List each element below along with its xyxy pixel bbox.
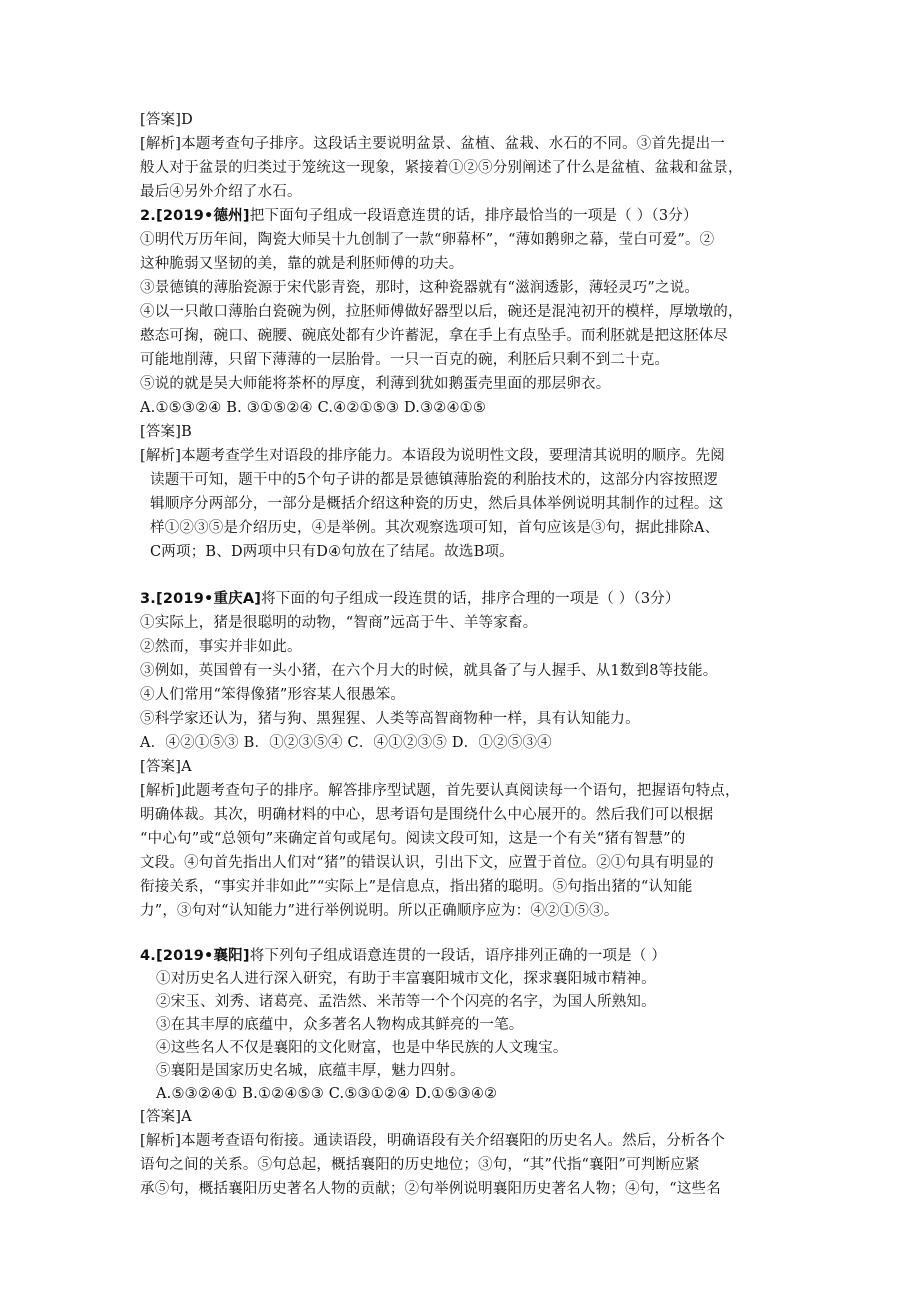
q1-analysis-line: 最后④另外介绍了水石。 — [140, 184, 302, 200]
q4-sentence-line: ⑤襄阳是国家历史名城，底蕴丰厚，魅力四射。 — [156, 1063, 465, 1079]
q4-options: A.⑤③②④① B.①②④⑤③ C.⑤③①②④ D.①⑤③④② — [156, 1086, 498, 1102]
q2-sentence-line: ①明代万历年间，陶瓷大师吴十九创制了一款“卵幕杯”，“薄如鹅卵之幕，莹白可爱”。② — [140, 232, 715, 248]
q3-sentence-line: ④人们常用“笨得像猪”形容某人很愚笨。 — [140, 687, 406, 703]
q4-sentence-line: ④这些名人不仅是襄阳的文化财富，也是中华民族的人文瑰宝。 — [156, 1040, 568, 1056]
q2-analysis-line: 读题干可知，题干中的5个句子讲的都是景德镇薄胎瓷的利胎技术的，这部分内容按照逻 — [150, 472, 719, 488]
q3-sentence-line: ⑤科学家还认为，猪与狗、黑猩猩、人类等高智商物种一样，具有认知能力。 — [140, 711, 640, 727]
q4-sentence-line: ②宋玉、刘秀、诸葛亮、孟浩然、米芾等一个个闪亮的名字，为国人所熟知。 — [156, 994, 656, 1010]
q3-analysis-line: “中心句”或“总领句”来确定首句或尾句。阅读文段可知，这是一个有关“猪有智慧”的 — [140, 831, 686, 847]
q4-analysis-line: 语句之间的关系。⑤句总起，概括襄阳的历史地位；③句，“其”代指“襄阳”可判断应紧 — [140, 1157, 700, 1173]
q2-sentence-line: 这种脆弱又坚韧的美，靠的就是利胚师傅的功夫。 — [140, 256, 464, 272]
q4-sentence-line: ③在其丰厚的底蕴中，众多著名人物构成其鲜亮的一笔。 — [156, 1017, 524, 1033]
q2-analysis-line: [解析]本题考查学生对语段的排序能力。本语段为说明性文段，要理清其说明的顺序。先阅 — [140, 448, 726, 464]
q1-analysis-line: 般人对于盆景的归类过于笼统这一现象，紧接着①②⑤分别阐述了什么是盆植、盆栽和盆景， — [140, 160, 743, 176]
q3-sentence-line: ③例如，英国曾有一头小猪，在六个月大的时候，就具备了与人握手、从1数到8等技能。 — [140, 663, 718, 679]
q3-sentence-line: ①实际上，猪是很聪明的动物，“智商”远高于牛、羊等家畜。 — [140, 615, 538, 631]
q4-analysis-line: [解析]本题考查语句衔接。通读语段，明确语段有关介绍襄阳的历史名人。然后，分析各个 — [140, 1133, 726, 1149]
q3-sentence-line: ②然而，事实并非如此。 — [140, 639, 302, 655]
q2-sentence-line: ③景德镇的薄胎瓷源于宋代影青瓷，那时，这种瓷器就有“滋润透影，薄轻灵巧”之说。 — [140, 280, 700, 296]
q2-number: 2. — [140, 208, 156, 224]
q4-sentence-line: ①对历史名人进行深入研究，有助于丰富襄阳城市文化，探求襄阳城市精神。 — [156, 971, 656, 987]
q3-analysis-line: 衔接关系，“事实并非如此”“实际上”是信息点，指出猪的聪明。⑤句指出猪的“认知能 — [140, 879, 693, 895]
q3-number: 3. — [140, 591, 156, 607]
q2-analysis-line: C两项；B、D两项中只有D④句放在了结尾。故选B项。 — [150, 544, 514, 560]
q3-analysis-line: [解析]此题考查句子的排序。解答排序型试题，首先要认真阅读每一个语句，把握语句特点， — [140, 783, 740, 799]
q2-heading — [140, 205, 698, 227]
q3-options: A．④②①⑤③ B．①②③⑤④ C．④①②③⑤ D．①②⑤③④ — [140, 735, 552, 751]
q1-analysis-line: [解析]本题考查句子排序。这段话主要说明盆景、盆植、盆栽、水石的不同。③首先提出一 — [140, 136, 726, 152]
q1-answer: [答案]D — [140, 112, 193, 128]
q4-number: 4. — [140, 948, 156, 964]
q4-stem: 将下列句子组成语意连贯的一段话，语序排列正确的一项是（ ） — [249, 948, 667, 964]
q2-source: [2019•德州] — [156, 208, 250, 224]
q2-sentence-line: ④以一只敞口薄胎白瓷碗为例，拉胚师傅做好器型以后，碗还是混沌初开的模样，厚墩墩的， — [140, 304, 743, 320]
q4-source: [2019•襄阳] — [156, 948, 250, 964]
q3-source: [2019•重庆A] — [156, 591, 262, 607]
q2-stem: 把下面句子组成一段语意连贯的话，排序最恰当的一项是（ ）（3分） — [249, 208, 698, 224]
q4-answer: [答案]A — [140, 1109, 192, 1125]
q2-analysis-line: 样①②③⑤是介绍历史，④是举例。其次观察选项可知，首句应该是③句，据此排除A、 — [150, 520, 720, 536]
q4-analysis-line: 承⑤句，概括襄阳历史著名人物的贡献；②句举例说明襄阳历史著名人物；④句，“这些名 — [140, 1181, 721, 1197]
q2-sentence-line: ⑤说的就是吴大师能将茶杯的厚度，利薄到犹如鹅蛋壳里面的那层卵衣。 — [140, 376, 611, 392]
q2-analysis-line: 辑顺序分两部分，一部分是概括介绍这种瓷的历史，然后具体举例说明其制作的过程。这 — [150, 496, 724, 512]
q4-heading — [140, 945, 666, 967]
q3-stem: 将下面的句子组成一段连贯的话，排序合理的一项是（ ）（3分） — [261, 591, 680, 607]
q3-answer: [答案]A — [140, 759, 192, 775]
q2-options: A.①⑤③②④ B. ③①⑤②④ C.④②①⑤③ D.③②④①⑤ — [140, 400, 487, 416]
q3-heading — [140, 588, 680, 610]
q3-analysis-line: 文段。④句首先指出人们对“猪”的错误认识，引出下文，应置于首位。②①句具有明显的 — [140, 855, 714, 871]
q3-analysis-line: 力”，③句对“认知能力”进行举例说明。所以正确顺序应为：④②①⑤③。 — [140, 903, 619, 919]
q3-analysis-line: 明确体裁。其次，明确材料的中心，思考语句是围绕什么中心展开的。然后我们可以根据 — [140, 807, 714, 823]
q2-answer: [答案]B — [140, 424, 192, 440]
q2-sentence-line: 憨态可掬，碗口、碗腰、碗底处都有少许蓄泥，拿在手上有点坠手。而利胚就是把这胚体尽 — [140, 328, 728, 344]
q2-sentence-line: 可能地削薄，只留下薄薄的一层胎骨。一只一百克的碗，利胚后只剩不到二十克。 — [140, 352, 670, 368]
